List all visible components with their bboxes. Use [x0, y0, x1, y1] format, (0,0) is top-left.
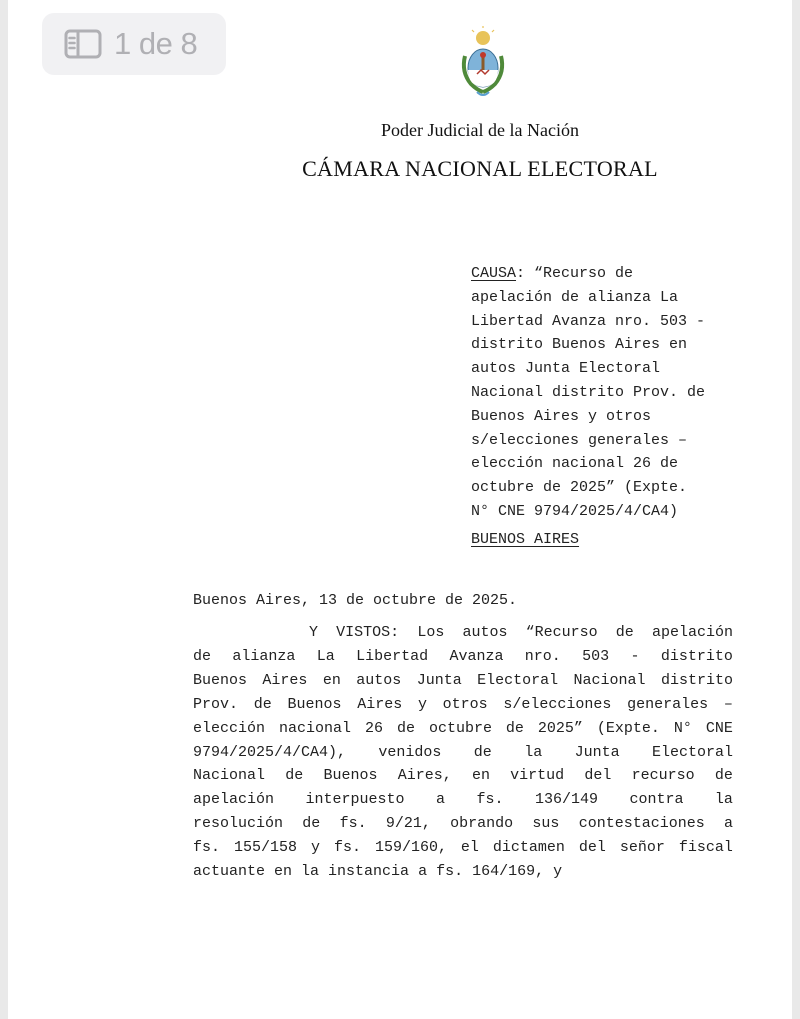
paragraph-word: autos [462, 624, 508, 641]
paragraph-word: la [301, 863, 320, 881]
paragraph-word: recurso [631, 767, 695, 785]
chamber-title: CÁMARA NACIONAL ELECTORAL [302, 156, 658, 181]
paragraph-word: dictamen [492, 839, 565, 857]
paragraph-word: – [723, 695, 733, 713]
paragraph-word: y [553, 863, 563, 881]
paragraph-word: contestaciones [578, 815, 705, 833]
paragraph-word: de [714, 767, 733, 785]
paragraph-line [193, 645, 733, 669]
causa-line: Libertad Avanza nro. 503 - [471, 312, 706, 330]
paragraph-word: de [193, 647, 212, 665]
paragraph-word: otros [442, 695, 488, 713]
paragraph-line [193, 717, 733, 741]
paragraph-word: 164/169, [472, 863, 545, 881]
paragraph-word: resolución [193, 815, 284, 833]
paragraph-word: 2025” [537, 719, 583, 737]
paragraph-word: Electoral [651, 743, 733, 761]
date-line: Buenos Aires, 13 de octubre de 2025. [193, 592, 518, 609]
paragraph-word: generales [627, 695, 709, 713]
paragraph-word: apelación [193, 791, 275, 809]
paragraph-word: nro. [524, 647, 561, 665]
paragraph-word: la [714, 791, 733, 809]
causa-line: Buenos Aires y otros [471, 407, 652, 425]
paragraph-word: fiscal [678, 839, 733, 857]
paragraph-word: s/elecciones [503, 695, 612, 713]
causa-label: CAUSA [471, 265, 517, 282]
paragraph-word: de [473, 743, 492, 761]
paragraph-line [193, 741, 733, 765]
vistos-paragraph [193, 621, 733, 884]
paragraph-word: (Expte. [596, 719, 660, 737]
paragraph-line [193, 621, 733, 645]
paragraph-word: “Recurso [525, 624, 598, 641]
paragraph-word: de [615, 624, 634, 641]
paragraph-word: del [578, 839, 606, 857]
paragraph-word: fs. [339, 815, 367, 833]
paragraph-word: alianza [232, 647, 296, 665]
paragraph-word: distrito [660, 671, 733, 689]
paragraph-word: Buenos [193, 671, 248, 689]
paragraph-word: Buenos [323, 767, 378, 785]
page-indicator[interactable] [42, 13, 226, 75]
paragraph-word: distrito [660, 647, 733, 665]
causa-line: distrito Buenos Aires en [471, 336, 688, 354]
causa-caption [471, 262, 771, 524]
paragraph-word: de [505, 719, 524, 737]
paragraph-word: Aires, [397, 767, 452, 785]
paragraph-line [193, 788, 733, 812]
paragraph-word: de [285, 767, 304, 785]
paragraph-line [193, 836, 733, 860]
paragraph-word: la [524, 743, 543, 761]
paragraph-word: sus [532, 815, 560, 833]
paragraph-word: La [316, 647, 335, 665]
paragraph-word: de [253, 695, 272, 713]
institution-name: Poder Judicial de la Nación [381, 120, 579, 140]
causa-line: apelación de alianza La [471, 288, 679, 306]
causa-line: : “Recurso de [516, 265, 634, 282]
paragraph-word: fs. [476, 791, 504, 809]
paragraph-word: Junta [416, 671, 462, 689]
paragraph-word: Prov. [193, 695, 239, 713]
paragraph-word: Los [417, 624, 445, 641]
paragraph-word: fs. [436, 863, 464, 881]
paragraph-line [193, 669, 733, 693]
paragraph-word: nacional [278, 719, 351, 737]
paragraph-word: y [417, 695, 427, 713]
causa-line: Nacional distrito Prov. de [471, 383, 706, 401]
paragraph-word: 136/149 [534, 791, 598, 809]
paragraph-word: en [274, 863, 293, 881]
paragraph-word: actuante [193, 863, 266, 881]
paragraph-word: de [302, 815, 321, 833]
paragraph-word: contra [629, 791, 684, 809]
paragraph-word: autos [356, 671, 402, 689]
paragraph-word: fs. [333, 839, 361, 857]
paragraph-word: 159/160, [374, 839, 447, 857]
paragraph-word: a [418, 863, 428, 881]
paragraph-word: Aires [357, 695, 403, 713]
paragraph-word: Libertad [356, 647, 429, 665]
causa-line: autos Junta Electoral [471, 360, 661, 378]
paragraph-word: Avanza [449, 647, 504, 665]
paragraph-word: - [630, 647, 640, 665]
page-count-label: 1 de 8 [114, 26, 198, 61]
paragraph-line [193, 764, 733, 788]
paragraph-line [193, 693, 733, 717]
paragraph-word: 155/158 [233, 839, 297, 857]
paragraph-line [193, 812, 733, 836]
paragraph-word: Nacional [193, 767, 266, 785]
paragraph-word: instancia [328, 863, 410, 881]
paragraph-word: elección [193, 719, 266, 737]
paragraph-word: el [460, 839, 479, 857]
paragraph-word: 9/21, [385, 815, 431, 833]
paragraph-word: Junta [574, 743, 620, 761]
paragraph-word: en [471, 767, 490, 785]
causa-line: s/elecciones generales – [471, 431, 688, 449]
paragraph-word: Nacional [573, 671, 646, 689]
paragraph-word: 26 [364, 719, 383, 737]
paragraph-word: del [584, 767, 612, 785]
paragraph-word: octubre [428, 719, 492, 737]
paragraph-word: apelación [651, 624, 733, 641]
paragraph-word: virtud [510, 767, 565, 785]
paragraph-word: interpuesto [305, 791, 405, 809]
paragraph-word: señor [619, 839, 665, 857]
argentina-coat-of-arms-icon [455, 26, 511, 100]
paragraph-word: en [322, 671, 341, 689]
paragraph-line [193, 860, 733, 884]
causa-line: N° CNE 9794/2025/4/CA4) [471, 502, 679, 520]
paragraph-word: fs. [193, 839, 221, 857]
paragraph-word: venidos [378, 743, 442, 761]
paragraph-word: de [396, 719, 415, 737]
paragraph-word: VISTOS: [336, 624, 400, 641]
paragraph-word: Buenos [287, 695, 342, 713]
paragraph-word: y [310, 839, 320, 857]
paragraph-word: Y [309, 624, 319, 641]
paragraph-word: a [435, 791, 445, 809]
paragraph-word: 9794/2025/4/CA4), [193, 743, 347, 761]
paragraph-word: Aires [262, 671, 308, 689]
paragraph-word: 503 [582, 647, 610, 665]
causa-line: elección nacional 26 de [471, 455, 679, 473]
paragraph-word: CNE [705, 719, 733, 737]
causa-line: octubre de 2025” (Expte. [471, 479, 688, 497]
paragraph-word: a [723, 815, 733, 833]
paragraph-word: obrando [450, 815, 514, 833]
district-label: BUENOS AIRES [471, 531, 580, 548]
paragraph-word: Electoral [477, 671, 559, 689]
sidebar-icon [64, 29, 102, 59]
paragraph-word: N° [673, 719, 692, 737]
